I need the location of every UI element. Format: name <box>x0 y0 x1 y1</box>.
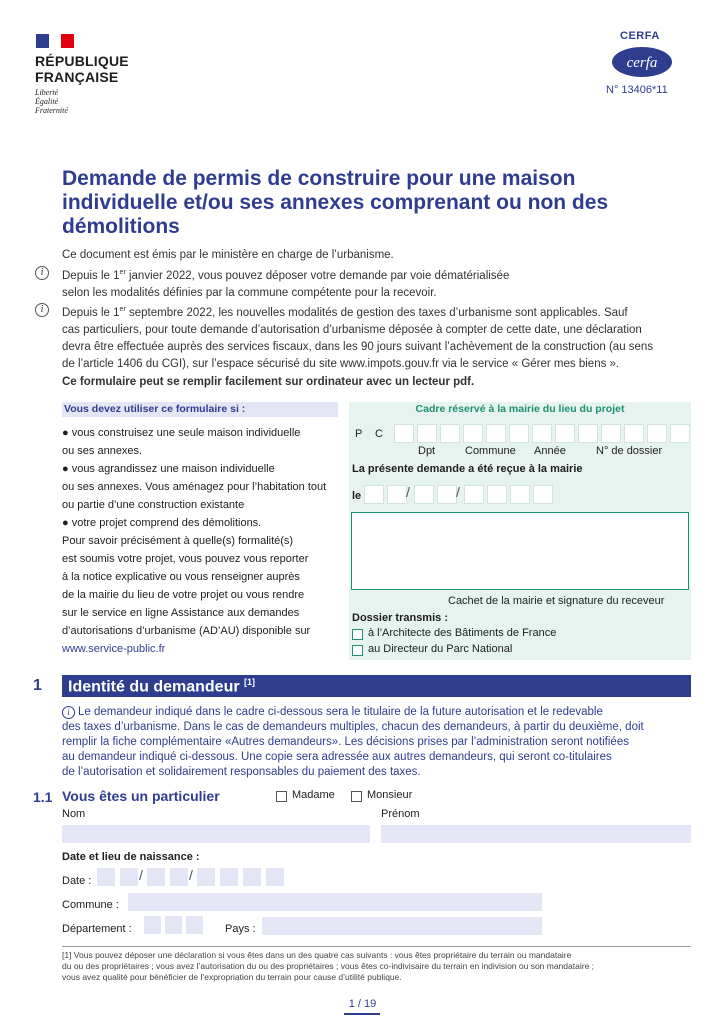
digit-cell[interactable] <box>414 485 434 504</box>
footnote-divider <box>62 946 691 947</box>
madame-label: Madame <box>292 789 335 801</box>
digit-cell[interactable] <box>601 424 621 443</box>
birth-title: Date et lieu de naissance : <box>62 851 200 863</box>
digit-cell[interactable] <box>533 485 553 504</box>
digit-cell[interactable] <box>186 916 203 934</box>
digit-cell[interactable] <box>647 424 667 443</box>
p-letter: P <box>355 428 363 440</box>
footnote: [1] Vous pouvez déposer une déclaration si vous êtes dans un des quatre cas suivants : vous êtes propriétaire du terrain ou mandataire du ou des propriétaires ; vous avez l’autorisation du ou des propriétaires ; vous êtes co-indivisaire du terrain en indivision ou son mandataire ; vous avez qualité pour bénéficier de l’expropriation du terrain pour cause d’utilité publique. <box>62 950 595 982</box>
cerfa-label: CERFA <box>620 30 660 42</box>
date-separator: / <box>406 484 410 500</box>
digit-cell[interactable] <box>417 424 437 443</box>
digit-cell[interactable] <box>120 868 138 886</box>
abf-label: à l’Architecte des Bâtiments de France <box>368 627 557 639</box>
info-icon: i <box>35 266 49 280</box>
digit-cell[interactable] <box>387 485 407 504</box>
info-icon: i <box>35 303 49 317</box>
subsection-title: Vous êtes un particulier <box>62 788 220 804</box>
digit-cell[interactable] <box>437 485 457 504</box>
monsieur-label: Monsieur <box>367 789 413 801</box>
digit-cell[interactable] <box>510 485 530 504</box>
digit-cell[interactable] <box>144 916 161 934</box>
digit-cell[interactable] <box>464 485 484 504</box>
parc-checkbox[interactable] <box>352 645 363 656</box>
stamp-caption: Cachet de la mairie et signature du receveur <box>448 595 665 607</box>
digit-cell[interactable] <box>170 868 188 886</box>
usage-heading: Vous devez utiliser ce formulaire si : <box>62 402 338 417</box>
prenom-label: Prénom <box>381 808 420 820</box>
digit-cell[interactable] <box>486 424 506 443</box>
digit-cell[interactable] <box>624 424 644 443</box>
pdf-note: Ce formulaire peut se remplir facilement sur ordinateur avec un lecteur pdf. <box>62 376 475 388</box>
pays-input[interactable] <box>262 917 542 935</box>
date-separator: / <box>189 867 193 883</box>
digit-cell[interactable] <box>165 916 182 934</box>
page-title: Demande de permis de construire pour une maison individuelle et/ou ses annexes comprenant ou non des démolitions <box>62 167 609 238</box>
digit-cell[interactable] <box>555 424 575 443</box>
page-underline <box>344 1013 380 1015</box>
mairie-reserved-heading: Cadre réservé à la mairie du lieu du projet <box>415 403 625 415</box>
devise: Liberté Égalité Fraternité <box>35 88 68 115</box>
digit-cell[interactable] <box>578 424 598 443</box>
digit-cell[interactable] <box>394 424 414 443</box>
c-letter: C <box>375 428 383 440</box>
page-number: 1 / 19 <box>348 998 377 1010</box>
dossier-transmis-title: Dossier transmis : <box>352 612 448 624</box>
date-separator: / <box>456 484 460 500</box>
commune-input[interactable] <box>128 893 542 911</box>
digit-cell[interactable] <box>487 485 507 504</box>
digit-cell[interactable] <box>532 424 552 443</box>
republique-francaise: RÉPUBLIQUE FRANÇAISE <box>35 53 129 85</box>
digit-cell[interactable] <box>147 868 165 886</box>
service-public-link[interactable]: www.service-public.fr <box>62 643 166 655</box>
digit-cell[interactable] <box>364 485 384 504</box>
intro-paragraph3: Depuis le 1er septembre 2022, les nouvelles modalités de gestion des taxes d’urbanisme sont applicables. Sauf cas particuliers, pour toute demande d’autorisation d’urbanisme déposée à compter de cette date, une déclaration devra être effectuée auprès des services fiscaux, dans les 90 jours suivant l’achèvement de la construction (au sens de l’article 1406 du CGI), sur l’espace sécurisé du site www.impots.gouv.fr via le service « Gérer mes biens ». <box>62 306 654 370</box>
subsection-number: 1.1 <box>33 789 53 805</box>
date-separator: / <box>139 867 143 883</box>
digit-cell[interactable] <box>463 424 483 443</box>
date-label: Date : <box>62 875 92 887</box>
info-icon: i <box>62 706 75 719</box>
digit-cell[interactable] <box>243 868 261 886</box>
cerfa-logo <box>611 46 673 78</box>
label-dossier: N° de dossier <box>596 445 663 457</box>
commune-label: Commune : <box>62 899 119 911</box>
received-label: La présente demande a été reçue à la mairie <box>352 463 583 475</box>
nom-input[interactable] <box>62 825 370 843</box>
section-note: i Le demandeur indiqué dans le cadre ci-dessous sera le titulaire de la future autorisation et le redevable des taxes d’urbanisme. Dans le cas de demandeurs multiples, chacun des demandeurs, à partir du deuxième, doit remplir la fiche complémentaire «Autres demandeurs». Les décisions prises par l’administration seront notifiées au demandeur indiqué ci-dessous. Une copie sera adressée aux autres demandeurs, qui seront co-titulaires de l’autorisation et solidairement responsables du paiement des taxes. <box>62 706 644 778</box>
pays-label: Pays : <box>225 923 256 935</box>
intro-paragraph2: Depuis le 1er janvier 2022, vous pouvez déposer votre demande par voie dématérialisée selon les modalités définies par la commune compétente pour la recevoir. <box>62 269 510 299</box>
digit-cell[interactable] <box>670 424 690 443</box>
digit-cell[interactable] <box>509 424 529 443</box>
madame-checkbox[interactable] <box>276 791 287 802</box>
parc-label: au Directeur du Parc National <box>368 643 513 655</box>
intro-line1: Ce document est émis par le ministère en charge de l’urbanisme. <box>62 249 394 261</box>
digit-cell[interactable] <box>97 868 115 886</box>
monsieur-checkbox[interactable] <box>351 791 362 802</box>
marianne-flag-logo <box>36 34 74 48</box>
le-label: le <box>352 490 362 502</box>
digit-cell[interactable] <box>220 868 238 886</box>
prenom-input[interactable] <box>381 825 691 843</box>
cerfa-logo-text: cerfa <box>626 55 658 71</box>
section-title: Identité du demandeur [1] <box>68 677 256 696</box>
nom-label: Nom <box>62 808 86 820</box>
cerfa-number: N° 13406*11 <box>606 84 668 96</box>
label-annee: Année <box>534 445 566 457</box>
digit-cell[interactable] <box>440 424 460 443</box>
digit-cell[interactable] <box>266 868 284 886</box>
digit-cell[interactable] <box>197 868 215 886</box>
stamp-box[interactable] <box>351 512 689 590</box>
usage-text: ● vous construisez une seule maison individuelle ou ses annexes. ● vous agrandissez une maison individuelle ou ses annexes. Vous aménagez pour l’habitation tout ou partie d’une construction existante ● votre projet comprend des démolitions. Pour savoir précisément à quelle(s) formalité(s) est soumis votre projet, vous pouvez vous reporter à la notice explicative ou vous renseigner auprès de la mairie du lieu de votre projet ou vous rendre sur le service en ligne Assistance aux demandes d’autorisations d’urbanisme (AD’AU) disponible sur www.service-public.fr <box>62 427 327 655</box>
label-dpt: Dpt <box>418 445 436 457</box>
abf-checkbox[interactable] <box>352 629 363 640</box>
section-number: 1 <box>33 677 42 694</box>
label-commune: Commune <box>465 445 516 457</box>
departement-label: Département : <box>62 923 132 935</box>
